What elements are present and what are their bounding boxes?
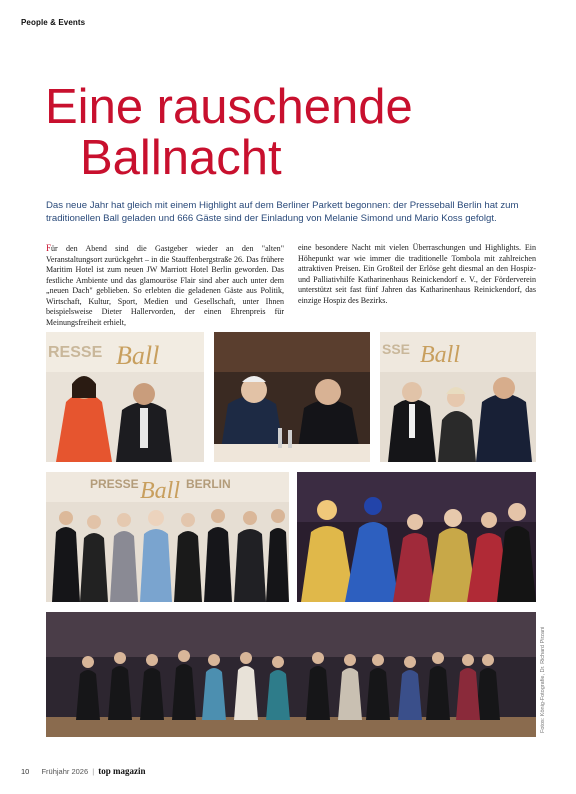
magazine-name: top magazin	[98, 766, 146, 776]
photo-group-banner-left: PRESSE	[90, 477, 139, 491]
section-label: People & Events	[21, 18, 86, 27]
lead-paragraph: Das neue Jahr hat gleich mit einem Highlight auf dem Berliner Parkett begonnen: der Presseball Berlin hat zum traditionellen Ball geladen und 666 Gäste sind der Einladung von Melanie Simond und Mario Koss gefolgt.	[46, 200, 519, 224]
photo-all-guests-image	[46, 612, 536, 737]
photo-couple-image	[46, 332, 204, 462]
photo-all-guests	[46, 612, 536, 737]
headline-line-2: Ballnacht	[80, 131, 282, 185]
photo-couple	[46, 332, 204, 462]
photo-group-banner-image	[46, 472, 289, 602]
page-number: 10	[21, 767, 30, 776]
photo-trio-script: Ball	[420, 342, 460, 368]
photo-trio-banner: SSE	[382, 341, 411, 357]
photo-trio	[380, 332, 536, 462]
headline-line-1: Eine rauschende	[45, 80, 413, 134]
page-footer	[21, 766, 146, 776]
photo-couple-script: Ball	[116, 341, 160, 370]
article-column-1-text: ür den Abend sind die Gastgeber wieder an den "alten" Veranstaltungsort zurückgehrt – in die Stauffenbergstraße 26. Das frühere Maritim Hotel ist zum neuen JW Marriott Hotel Berlin geworden. Das festliche Ambiente und das glamouröse Flair sind aber auch unter dem „neuen Dach" geblieben. So erlebten die geladenen Gäste aus Politik, Wirtschaft, Kultur, Sport, Medien und Gesellschaft, unter Ihnen beispielsweise Dieter Hallervorden, der einen Ehrenpreis für Meinungsfreiheit erhielt,	[46, 244, 284, 327]
article-column-1	[46, 243, 284, 328]
article-body	[46, 243, 536, 328]
photo-show-performers	[297, 472, 536, 602]
article-column-2-text: eine besondere Nacht mit vielen Überraschungen und Highlights. Ein Höhepunkt war wie immer die traditionelle Tombola mit zahlreichen attraktiven Preisen. Ein Großteil der Erlöse geht diesmal an den Hospiz- und Palliativhilfe Katharinenhaus Reinickendorf e. V., der Förderverein unterstützt seit fast fünf Jahren das Katharinenhaus Reinickendorf, das einzige Hospiz des Bezirks.	[298, 243, 536, 305]
photo-group-banner	[46, 472, 289, 602]
photo-group-banner-right: BERLIN	[186, 477, 231, 491]
photo-guests-seated-image	[214, 332, 370, 462]
photo-guests-seated	[214, 332, 370, 462]
photo-credit	[540, 625, 548, 733]
issue-season: Frühjahr 2026	[41, 767, 89, 776]
photo-credit-text: Fotos: König-Fotografie, Dr. Richard Pirzani	[540, 626, 546, 733]
photo-couple-banner: RESSE	[48, 344, 103, 361]
footer-separator: |	[92, 767, 95, 776]
photo-show-performers-image	[297, 472, 536, 602]
photo-group-banner-script: Ball	[140, 478, 180, 504]
drop-cap: F	[46, 243, 52, 253]
article-column-2	[298, 243, 536, 328]
headline	[45, 82, 545, 184]
photo-trio-image	[380, 332, 536, 462]
